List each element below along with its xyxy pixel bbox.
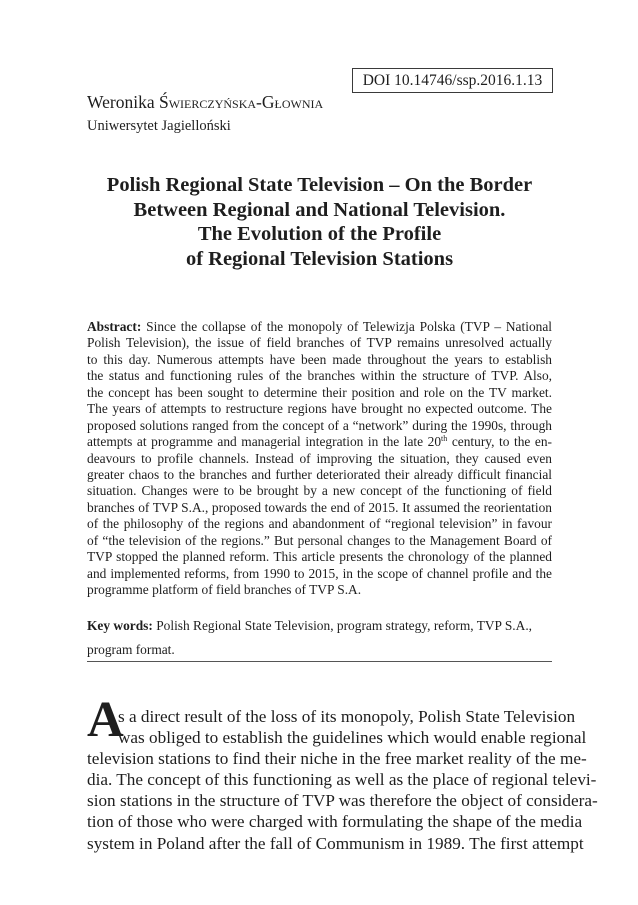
body-line: tion of those who were charged with formulating the shape of the media: [87, 812, 583, 832]
doi-box: [352, 68, 553, 93]
body-paragraph: [87, 706, 598, 854]
body-line: television stations to find their niche in the free market reality of the me-: [87, 749, 587, 769]
body-line: sion stations in the structure of TVP was therefore the object of considera-: [87, 791, 598, 811]
keywords: [87, 614, 552, 662]
abstract-line: greater chaos to the branches and further deteriorated their already difficult financial: [87, 466, 552, 482]
abstract-line: and implemented reforms, from 1990 to 2015, in the scope of channel profile and the: [87, 565, 552, 581]
abstract-line: proposed solutions ranged from the concept of a “network” during the 1990s, through: [87, 417, 552, 433]
abstract-label: Abstract:: [87, 319, 142, 334]
body-line: dia. The concept of this functioning as well as the place of regional televi-: [87, 770, 597, 790]
abstract-line: Abstract: Since the collapse of the monopoly of Telewizja Polska (TVP – National: [87, 319, 552, 334]
abstract-line: situation. Changes were to be brought by a new concept of the functioning of field: [87, 483, 552, 499]
abstract-line: TVP stopped the planned reform. This article presents the chronology of the planned: [87, 549, 552, 565]
body-line: was obliged to establish the guidelines which would enable regional: [118, 728, 587, 748]
abstract-line: deavours to profile channels. Instead of improving the situation, they caused even: [87, 450, 552, 466]
author-family-name: Świerczyńska-Głownia: [158, 92, 324, 112]
title-line: The Evolution of the Profile: [197, 223, 442, 245]
title-line: Polish Regional State Television – On the Border: [106, 174, 533, 196]
title-line: Between Regional and National Television.: [133, 198, 506, 221]
abstract-line: to this day. Numerous attempts have been made throughout the years to establish: [87, 351, 552, 367]
abstract: [87, 319, 552, 598]
body-line: s a direct result of the loss of its monopoly, Polish State Television: [118, 707, 576, 726]
abstract-line: of the philosophy of the regions and abandonment of “regional television” in favour: [87, 516, 552, 532]
abstract-line: attempts at programme and managerial integration in the late 20th century, to the en-: [87, 434, 553, 450]
author-affiliation: Uniwersytet Jagielloński: [87, 118, 231, 134]
author-name: [87, 91, 323, 113]
abstract-line: branches of TVP S.A., proposed towards the end of 2015. It assumed the reorientation: [87, 499, 552, 515]
article-title: [87, 173, 552, 271]
abstract-line: The years of attempts to restructure regions have brought no expected outcome. The: [87, 401, 552, 417]
keywords-line: program format.: [87, 642, 175, 657]
author-given-name: Weronika: [87, 92, 155, 112]
abstract-line: the concept has been sought to determine their position and role on the TV market.: [87, 384, 552, 400]
drop-cap: A: [87, 692, 124, 748]
abstract-line: programme platform of field branches of TVP S.A.: [87, 582, 362, 597]
doi-text: DOI 10.14746/ssp.2016.1.13: [362, 72, 543, 89]
abstract-line: the status and functioning rules of the branches within the structure of TVP. Also,: [87, 368, 552, 384]
keywords-line: Key words: Polish Regional State Television, program strategy, reform, TVP S.A.,: [87, 618, 533, 633]
title-line: of Regional Television Stations: [185, 247, 454, 270]
abstract-line: of “the television of the regions.” But personal changes to the Management Board of: [87, 532, 552, 548]
superscript: th: [441, 434, 448, 444]
abstract-line: Polish Television), the issue of field branches of TVP remains unresolved actually: [87, 335, 552, 351]
keywords-label: Key words:: [87, 618, 153, 633]
body-line: system in Poland after the fall of Communism in 1989. The first attempt: [87, 833, 584, 853]
section-divider: [87, 661, 552, 662]
